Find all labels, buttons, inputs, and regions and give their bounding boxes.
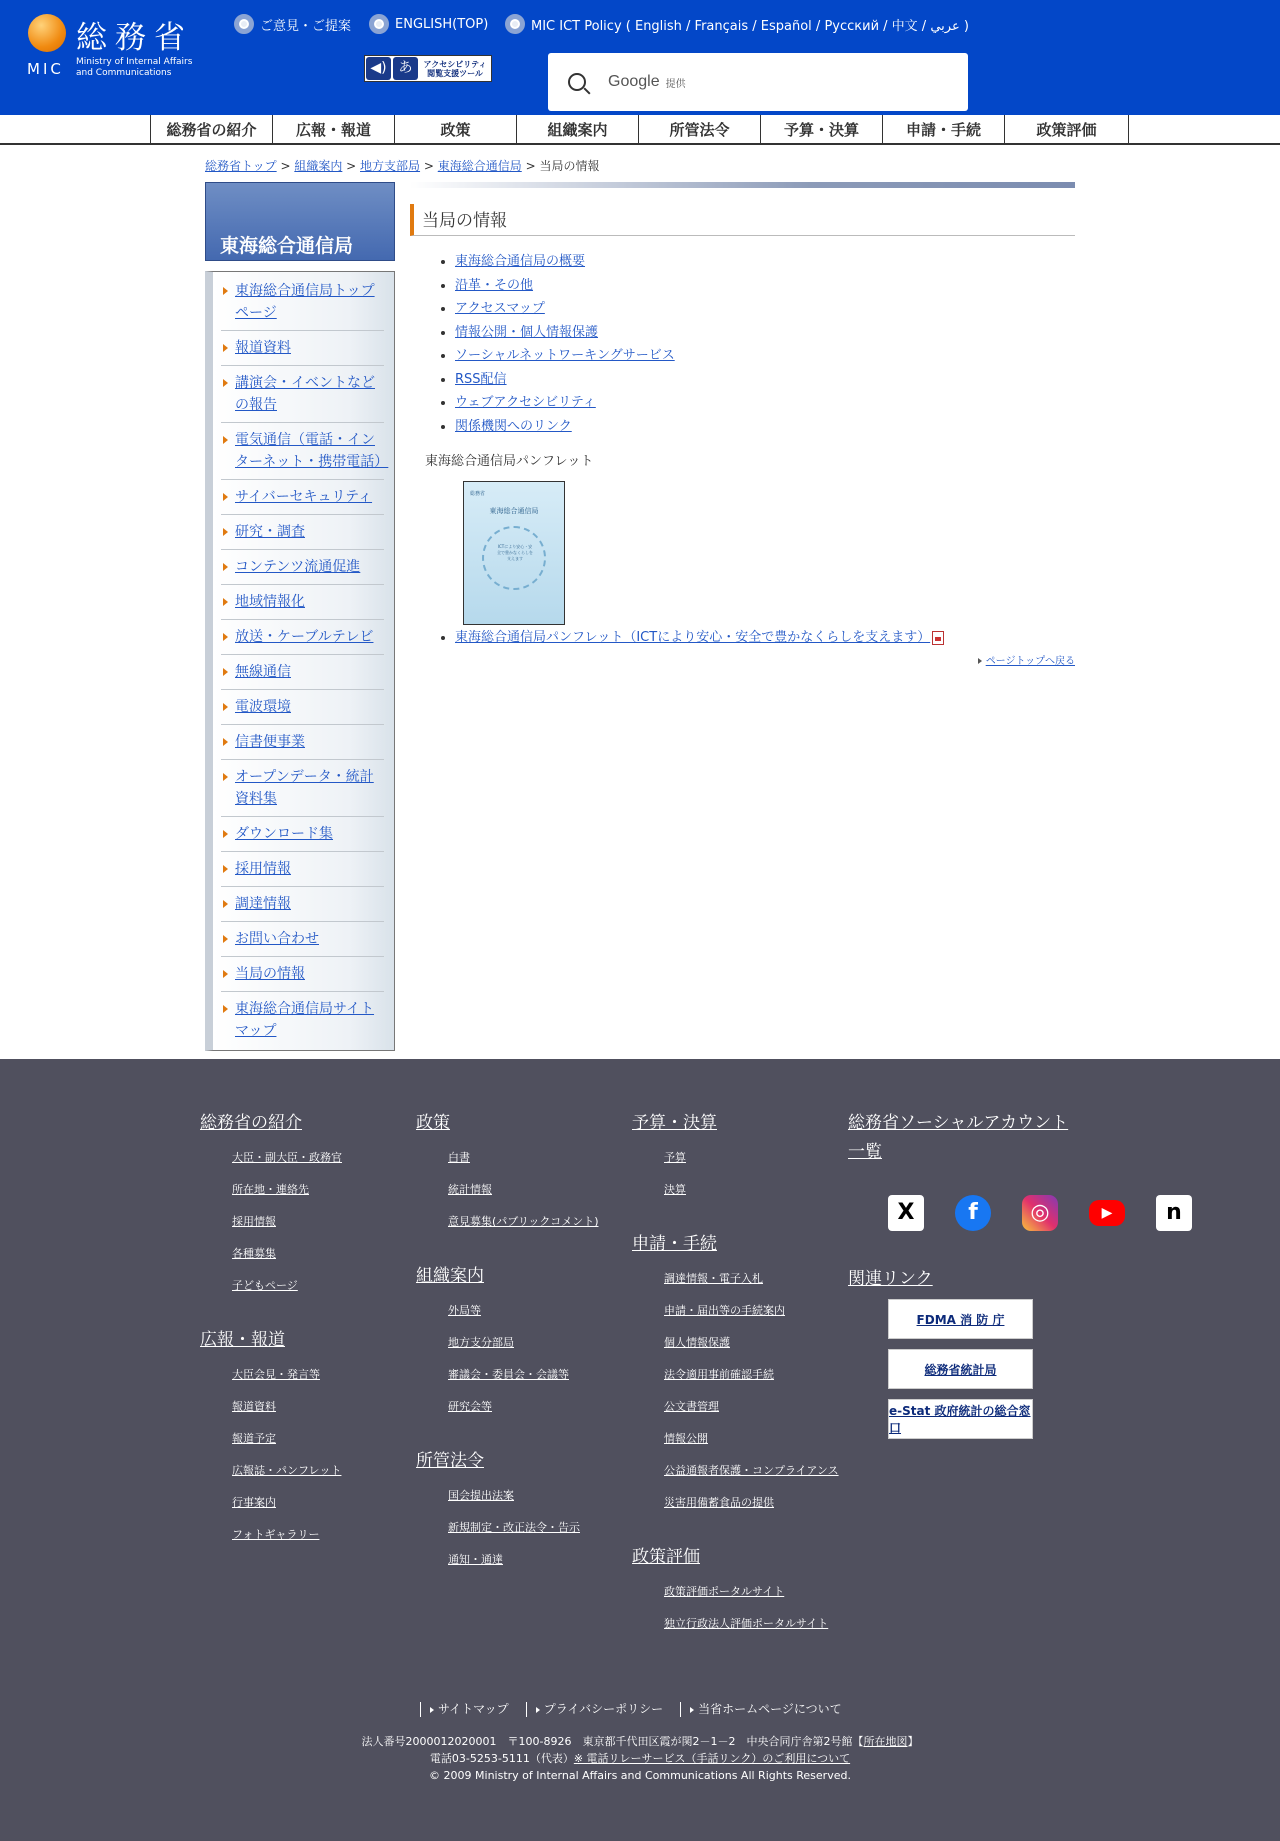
instagram-icon[interactable]: ◎ [1022, 1195, 1058, 1231]
footer-heading[interactable]: 申請・手続 [632, 1234, 717, 1254]
sidebar-link[interactable]: 電波環境 [235, 699, 291, 715]
map-link[interactable]: 所在地図 [863, 1735, 908, 1748]
search-input[interactable] [548, 53, 968, 111]
footer-heading[interactable]: 政策 [416, 1113, 450, 1133]
x-icon[interactable]: X [888, 1195, 924, 1231]
footer-link[interactable]: 意見募集(パブリックコメント) [448, 1215, 599, 1228]
footer-heading[interactable]: 政策評価 [632, 1547, 700, 1567]
breadcrumb-link[interactable]: 東海総合通信局 [437, 159, 522, 173]
sidebar-link[interactable]: 採用情報 [235, 861, 291, 877]
gnav-budget[interactable]: 予算・決算 [760, 115, 882, 143]
hiragana-icon: あ [393, 57, 418, 80]
footer-column-1 [200, 1109, 342, 1575]
gnav-evaluation[interactable]: 政策評価 [1004, 115, 1129, 143]
gnav-policy[interactable]: 政策 [394, 115, 516, 143]
stat-bureau-banner[interactable]: 総務省統計局 [888, 1349, 1033, 1389]
sidebar-item [221, 423, 389, 480]
list-item [455, 250, 1075, 274]
site-footer [0, 1059, 1280, 1841]
sidebar-link[interactable]: 東海総合通信局トップページ [235, 283, 375, 321]
footer-link[interactable]: 国会提出法案 [448, 1489, 514, 1502]
list-item [455, 344, 1075, 368]
footer-heading[interactable]: 広報・報道 [200, 1330, 285, 1350]
sidebar-link[interactable]: ダウンロード集 [235, 826, 333, 842]
pamphlet-list [455, 626, 1075, 650]
footer-link[interactable]: 新規制定・改正法令・告示 [448, 1521, 580, 1534]
footer-link[interactable]: 所在地・連絡先 [232, 1183, 309, 1196]
sidebar-link[interactable]: 地域情報化 [235, 594, 305, 610]
speaker-icon: ◀) [366, 57, 391, 80]
footer-link[interactable]: 決算 [664, 1183, 686, 1196]
sidebar-link[interactable]: 調達情報 [235, 896, 291, 912]
sidebar-link[interactable]: 電気通信（電話・インターネット・携帯電話） [235, 432, 389, 470]
footer-link[interactable]: フォトギャラリー [232, 1528, 320, 1541]
sidebar-link[interactable]: 無線通信 [235, 664, 291, 680]
sidebar-item [221, 922, 384, 957]
sidebar-item [221, 852, 384, 887]
accessibility-label: アクセシビリティ 閲覧支援ツール [423, 59, 487, 78]
logo-kanji: 総務省 [76, 20, 193, 56]
footer-link[interactable]: 行事案内 [232, 1496, 276, 1509]
page-title: 当局の情報 [410, 204, 1075, 236]
sidebar-item [221, 331, 384, 366]
logo-mic: MIC [27, 60, 64, 78]
footer-column-3 [632, 1109, 839, 1664]
sidebar-menu [205, 271, 395, 1051]
radio-ict-policy[interactable]: MIC ICT Policy ( English / Français / Español / Русский / 中文 / عربي ) [505, 14, 969, 34]
list-item [455, 391, 1075, 415]
sidebar-item [221, 550, 384, 585]
footer-link[interactable]: 大臣・副大臣・政務官 [232, 1151, 342, 1164]
radio-english[interactable]: ENGLISH(TOP) [369, 14, 488, 34]
breadcrumb-current: 当局の情報 [539, 159, 600, 173]
breadcrumb-link[interactable]: 総務省トップ [205, 159, 277, 173]
main-content [410, 182, 1075, 667]
breadcrumb-link[interactable]: 組織案内 [294, 159, 343, 173]
footer-link[interactable]: 広報誌・パンフレット [232, 1464, 342, 1477]
sidebar-item [221, 480, 384, 515]
pdf-icon [932, 631, 944, 645]
footer-link[interactable]: 大臣会見・発言等 [232, 1368, 320, 1381]
sidebar-title: 東海総合通信局 [205, 182, 395, 261]
info-link[interactable]: アクセスマップ [455, 301, 545, 316]
sidebar-item [221, 690, 384, 725]
info-link[interactable]: ソーシャルネットワーキングサービス [455, 348, 675, 363]
footer-column-2 [416, 1109, 598, 1600]
sidebar-item [221, 585, 384, 620]
info-link[interactable]: 東海総合通信局の概要 [455, 254, 586, 269]
sidebar-link[interactable]: 放送・ケーブルテレビ [235, 629, 374, 645]
global-nav [0, 115, 1280, 145]
mic-logo[interactable] [26, 12, 211, 82]
info-link[interactable]: ウェブアクセシビリティ [455, 395, 596, 410]
breadcrumb-link[interactable]: 地方支部局 [360, 159, 421, 173]
footer-heading[interactable]: 予算・決算 [632, 1113, 717, 1133]
sidebar-item [221, 366, 384, 423]
footer-link[interactable]: 独立行政法人評価ポータルサイト [664, 1617, 829, 1630]
title-bar-decoration [410, 182, 1075, 188]
sidebar-link[interactable]: 報道資料 [235, 340, 291, 356]
social-accounts-heading[interactable]: 総務省ソーシャルアカウント一覧 [848, 1113, 1069, 1162]
pamphlet-pdf-link[interactable]: 東海総合通信局パンフレット（ICTにより安心・安全で豊かなくらしを支えます） [455, 630, 931, 645]
footer-nav [420, 1702, 859, 1717]
footer-link[interactable]: 子どもページ [232, 1279, 298, 1292]
relay-service-link[interactable]: ※ 電話リレーサービス（手話リンク）のご利用について [573, 1752, 851, 1765]
footer-heading[interactable]: 所管法令 [416, 1451, 484, 1471]
gnav-applications[interactable]: 申請・手続 [882, 115, 1004, 143]
footer-link[interactable]: 研究会等 [448, 1400, 492, 1413]
list-item [455, 274, 1075, 298]
footer-nav-privacy[interactable]: プライバシーポリシー [526, 1702, 680, 1717]
cover-org: 総務省 [470, 491, 486, 497]
footer-link[interactable]: 報道資料 [232, 1400, 276, 1413]
search-brand-suffix: 提供 [665, 78, 686, 90]
logo-english: Ministry of Internal Affairs and Communications [76, 57, 193, 78]
footer-column-4 [848, 1109, 1078, 1179]
info-link-list [455, 250, 1075, 438]
sidebar-item [221, 760, 384, 817]
footer-link[interactable]: 災害用備蓄食品の提供 [664, 1496, 774, 1509]
sidebar-item [221, 957, 384, 992]
sidebar-item [221, 887, 384, 922]
copyright: © 2009 Ministry of Internal Affairs and Communications All Rights Reserved. [429, 1769, 851, 1782]
radio-icon [369, 14, 389, 34]
radio-icon [505, 14, 525, 34]
search-brand: Google [608, 73, 660, 90]
footer-link[interactable]: 予算 [664, 1151, 686, 1164]
footer-link[interactable]: 申請・届出等の手続案内 [664, 1304, 785, 1317]
list-item [455, 321, 1075, 345]
list-item [455, 626, 1075, 650]
sidebar-link[interactable]: 当局の情報 [235, 966, 305, 982]
list-item [455, 297, 1075, 321]
pamphlet-cover-image[interactable] [463, 481, 565, 625]
footer-address: 法人番号2000012020001 〒100-8926 東京都千代田区霞が関2－1－2 中央合同庁舎第2号館【所在地図】 電話03-5253-5111（代表）※ 電話リレーサービス（手話リンク）のご利用について © 2009 Ministry of Internal Affairs and Communications All Rights Reserved. [361, 1735, 919, 1782]
gnav-organization[interactable]: 組織案内 [516, 115, 638, 143]
sidebar-item [221, 515, 384, 550]
footer-link[interactable]: 公益通報者保護・コンプライアンス [664, 1464, 839, 1477]
footer-link[interactable]: 地方支分部局 [448, 1336, 514, 1349]
footer-nav-sitemap[interactable]: サイトマップ [420, 1702, 526, 1717]
footer-link[interactable]: 情報公開 [664, 1432, 708, 1445]
list-item [455, 415, 1075, 439]
footer-link[interactable]: 白書 [448, 1151, 470, 1164]
sidebar-link[interactable]: サイバーセキュリティ [235, 489, 373, 505]
footer-link[interactable]: 審議会・委員会・会議等 [448, 1368, 569, 1381]
footer-link[interactable]: 通知・通達 [448, 1553, 503, 1566]
footer-heading[interactable]: 組織案内 [416, 1266, 484, 1286]
sidebar-link[interactable]: お問い合わせ [235, 931, 319, 947]
back-to-top-link[interactable]: ページトップへ戻る [978, 652, 1075, 667]
sidebar-link[interactable]: コンテンツ流通促進 [235, 559, 361, 575]
gnav-pr[interactable]: 広報・報道 [272, 115, 394, 143]
footer-link[interactable]: 採用情報 [232, 1215, 276, 1228]
footer-link[interactable]: 公文書管理 [664, 1400, 719, 1413]
footer-link[interactable]: 外局等 [448, 1304, 481, 1317]
gnav-laws[interactable]: 所管法令 [638, 115, 760, 143]
sidebar-item [221, 655, 384, 690]
sidebar-item [221, 992, 384, 1048]
site-header [0, 0, 1280, 115]
info-link[interactable]: 情報公開・個人情報保護 [455, 324, 599, 340]
footer-link[interactable]: 法令適用事前確認手続 [664, 1368, 774, 1381]
sidebar-link[interactable]: オープンデータ・統計資料集 [235, 769, 374, 807]
sidebar-item [221, 620, 384, 655]
footer-link[interactable]: 統計情報 [448, 1183, 492, 1196]
fdma-banner[interactable]: FDMA 消 防 庁 [888, 1299, 1033, 1339]
radio-icon [234, 14, 254, 34]
estat-banner[interactable]: e-Stat 政府統計の総合窓口 [888, 1399, 1033, 1439]
pamphlet-label: 東海総合通信局パンフレット [425, 454, 594, 469]
radio-feedback[interactable]: ご意見・ご提案 [234, 14, 351, 34]
cover-tagline: ICTにより安心・安全で豊かなくらしを支えます [497, 544, 533, 561]
footer-heading[interactable]: 総務省の紹介 [200, 1113, 302, 1133]
breadcrumb: 総務省トップ > 組織案内 > 地方支部局 > 東海総合通信局 > 当局の情報 [205, 159, 600, 173]
sidebar-item [221, 725, 384, 760]
sidebar-item [221, 274, 384, 331]
accessibility-tool-button[interactable] [364, 55, 492, 82]
sidebar-link[interactable]: 講演会・イベントなどの報告 [235, 375, 375, 413]
footer-link[interactable]: 調達情報・電子入札 [664, 1272, 763, 1285]
sidebar-link[interactable]: 東海総合通信局サイトマップ [235, 1001, 375, 1039]
cover-title: 東海総合通信局 [489, 507, 539, 515]
list-item [455, 368, 1075, 392]
related-links-heading[interactable]: 関連リンク [848, 1269, 933, 1289]
logo-emblem-icon [28, 14, 66, 52]
info-link[interactable]: 沿革・その他 [455, 277, 534, 293]
youtube-icon[interactable]: ▶ [1089, 1200, 1125, 1226]
sidebar-link[interactable]: 信書便事業 [235, 734, 305, 750]
facebook-icon[interactable]: f [955, 1195, 991, 1231]
sidebar-item [221, 817, 384, 852]
sidebar-link[interactable]: 研究・調査 [235, 524, 305, 540]
footer-nav-about-site[interactable]: 当省ホームページについて [680, 1702, 859, 1717]
search-icon[interactable] [568, 73, 586, 91]
footer-link[interactable]: 報道予定 [232, 1432, 276, 1445]
footer-link[interactable]: 各種募集 [232, 1247, 276, 1260]
footer-link[interactable]: 個人情報保護 [664, 1336, 730, 1349]
footer-link[interactable]: 政策評価ポータルサイト [664, 1585, 785, 1598]
gnav-about[interactable]: 総務省の紹介 [150, 115, 272, 143]
note-icon[interactable]: n [1156, 1195, 1192, 1231]
info-link[interactable]: RSS配信 [455, 371, 507, 387]
sidebar [205, 182, 395, 1051]
social-icons [888, 1195, 1192, 1231]
info-link[interactable]: 関係機関へのリンク [455, 418, 572, 434]
